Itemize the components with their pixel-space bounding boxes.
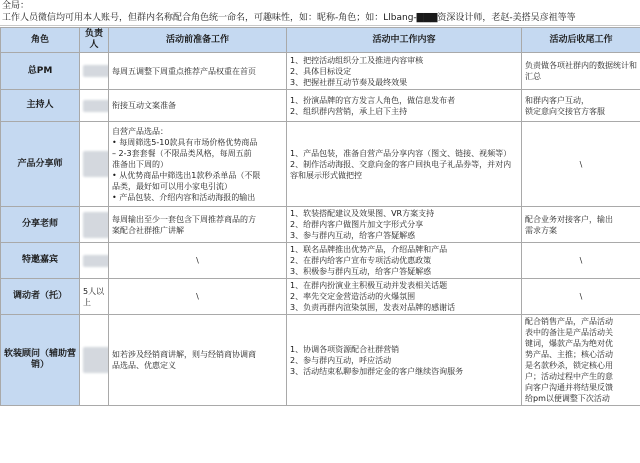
- before-line: • 产品包装、介绍内容和活动海报的输出: [112, 192, 256, 202]
- during-line: 2、率先交定金营造活动的火爆氛围: [290, 292, 416, 301]
- before-line: • 从优势商品中筛选出1款秒杀单品（不限: [112, 170, 261, 180]
- during-line: 3、积极参与群内互动，给客户答疑解惑: [290, 267, 432, 276]
- before-line: \: [196, 256, 199, 265]
- redacted-name: [83, 347, 109, 373]
- after-line: 势产品、主推；核心活动: [525, 350, 613, 359]
- during-cell: [287, 90, 522, 122]
- header-before: 活动前准备工作: [109, 28, 287, 53]
- during-line: 1、在群内扮演业主积极互动并发表相关话题: [290, 281, 448, 290]
- table-row: [1, 53, 640, 90]
- before-cell: [109, 243, 287, 279]
- owner-cell: [80, 53, 109, 90]
- during-cell: [287, 53, 522, 90]
- after-line: 是名款秒杀，锁定核心用: [525, 361, 613, 370]
- before-line: \: [196, 292, 199, 301]
- header-owner: 负责人: [80, 28, 109, 53]
- after-line: \: [579, 159, 583, 169]
- during-line: 2、给群内客户做图片加文字形式分享: [290, 220, 424, 229]
- during-cell: [287, 279, 522, 315]
- before-line: 每周输出至少一套包含下周推荐商品的方: [112, 214, 256, 224]
- after-line: 键词，爆款产品为绝对优: [525, 339, 613, 348]
- table-row: [1, 315, 640, 406]
- after-line: 表中的备注是产品活动关: [525, 328, 613, 337]
- after-line: 锁定意向交接官方客服: [525, 106, 605, 116]
- before-cell: [109, 207, 287, 243]
- role-cell: 总PM: [1, 53, 80, 90]
- global-label: 全局：: [2, 1, 30, 11]
- table-row: [1, 207, 640, 243]
- redacted-name: [83, 65, 109, 77]
- owner-cell: [80, 315, 109, 406]
- role-cell: 产品分享师: [1, 122, 80, 207]
- after-line: 给pm以便调整下次活动: [525, 394, 610, 403]
- during-line: 2、制作活动海报、交意向金的客户回执电子礼品券等，并对内容和展示形式做把控: [290, 159, 512, 180]
- redacted-name: [83, 100, 109, 112]
- after-cell: [522, 279, 640, 315]
- owner-cell: [80, 122, 109, 207]
- during-line: 2、组织群内营销，承上启下主持: [290, 106, 408, 116]
- during-line: 1、联名品牌推出优势产品，介绍品牌和产品: [290, 245, 448, 254]
- after-line: 和群内客户互动，: [525, 95, 589, 105]
- table-row: [1, 122, 640, 207]
- global-note: 工作人员微信均可用本人账号，但群内名称配合角色统一命名，可趣味性，如：昵称-角色；如：Llbang-▇▇▇资深设计师，老赵-美搭吴彦祖等等: [0, 12, 640, 26]
- redacted-name: [83, 255, 109, 267]
- during-cell: [287, 243, 522, 279]
- role-cell: 特邀嘉宾: [1, 243, 80, 279]
- role-table: [0, 27, 640, 406]
- after-line: 配合销售产品，产品活动: [525, 317, 613, 326]
- during-line: 1、协调各项资源配合社群营销: [290, 344, 400, 354]
- before-line: 衔接互动文案准备: [112, 101, 176, 110]
- before-cell: [109, 53, 287, 90]
- role-cell: 软装顾问（辅助营销）: [1, 315, 80, 406]
- owner-cell: [80, 279, 109, 315]
- redacted-name: [83, 212, 109, 238]
- header-role: 角色: [1, 28, 80, 53]
- during-cell: [287, 315, 522, 406]
- after-cell: [522, 315, 640, 406]
- after-cell: [522, 243, 640, 279]
- redacted-name: [83, 151, 109, 177]
- during-line: 1、把控活动组织分工及推进内容审核: [290, 55, 424, 65]
- during-line: 2、具体目标设定: [290, 66, 352, 76]
- after-line: \: [579, 292, 583, 301]
- after-cell: [522, 90, 640, 122]
- during-line: 2、参与群内互动，呼应活动: [290, 355, 392, 365]
- before-cell: [109, 315, 287, 406]
- before-cell: [109, 279, 287, 315]
- before-line: 自营产品选品：: [112, 126, 168, 136]
- before-line: 品选品、优惠定义: [112, 361, 176, 370]
- before-cell: [109, 90, 287, 122]
- owner-cell: [80, 207, 109, 243]
- during-line: 2、在群内给客户宣布专项活动优惠政策: [290, 256, 432, 265]
- before-line: – 2-3套套餐（不限品类风格，每周五前: [112, 148, 252, 158]
- table-header-row: [1, 28, 640, 53]
- during-line: 3、活动结束私聊参加群定金的客户继续咨询服务: [290, 366, 464, 376]
- after-cell: [522, 207, 640, 243]
- before-line: • 每周筛选5-10款具有市场价格优势商品: [112, 137, 258, 147]
- role-cell: 分享老师: [1, 207, 80, 243]
- after-line: 需求方案: [525, 225, 557, 235]
- before-line: 品类，最好如可以用小家电引流）: [112, 181, 232, 191]
- table-row: [1, 279, 640, 315]
- owner-cell: [80, 90, 109, 122]
- before-line: 每周五调整下周重点推荐产品权重在首页: [112, 66, 256, 76]
- after-line: 向客户沟通并将结果反馈: [525, 383, 613, 392]
- during-line: 1、扮演品牌的官方发言人角色，做信息发布者: [290, 95, 456, 105]
- header-after: 活动后收尾工作: [522, 28, 640, 53]
- after-line: 负责做各项社群内的数据统计和汇总: [525, 61, 637, 81]
- after-line: \: [579, 256, 583, 265]
- during-line: 3、负责再群内渲染氛围，发表对品牌的感谢话: [290, 303, 456, 312]
- during-cell: [287, 122, 522, 207]
- before-cell: [109, 122, 287, 207]
- header-during: 活动中工作内容: [287, 28, 522, 53]
- owner-text: 5人以上: [83, 286, 105, 307]
- during-line: 3、参与群内互动，给客户答疑解惑: [290, 231, 416, 240]
- after-line: 户；活动过程中产生的意: [525, 372, 613, 381]
- during-line: 1、软装搭配建议及效果图、VR方案支持: [290, 209, 435, 218]
- before-line: 准备出下周的）: [112, 159, 168, 169]
- role-cell: 调动者（托）: [1, 279, 80, 315]
- during-line: 3、把握社群互动节奏及最终效果: [290, 77, 408, 87]
- table-row: [1, 243, 640, 279]
- after-cell: [522, 122, 640, 207]
- role-cell: 主持人: [1, 90, 80, 122]
- after-cell: [522, 53, 640, 90]
- owner-cell: [80, 243, 109, 279]
- before-line: 如若涉及经销商讲解，则与经销商协调商: [112, 350, 256, 359]
- before-line: 案配合社群推广讲解: [112, 225, 184, 235]
- during-line: 1、产品包装，准备自营产品分享内容（图文、链接、视频等）: [290, 148, 512, 158]
- table-row: [1, 90, 640, 122]
- after-line: 配合业务对接客户，输出: [525, 214, 613, 224]
- during-cell: [287, 207, 522, 243]
